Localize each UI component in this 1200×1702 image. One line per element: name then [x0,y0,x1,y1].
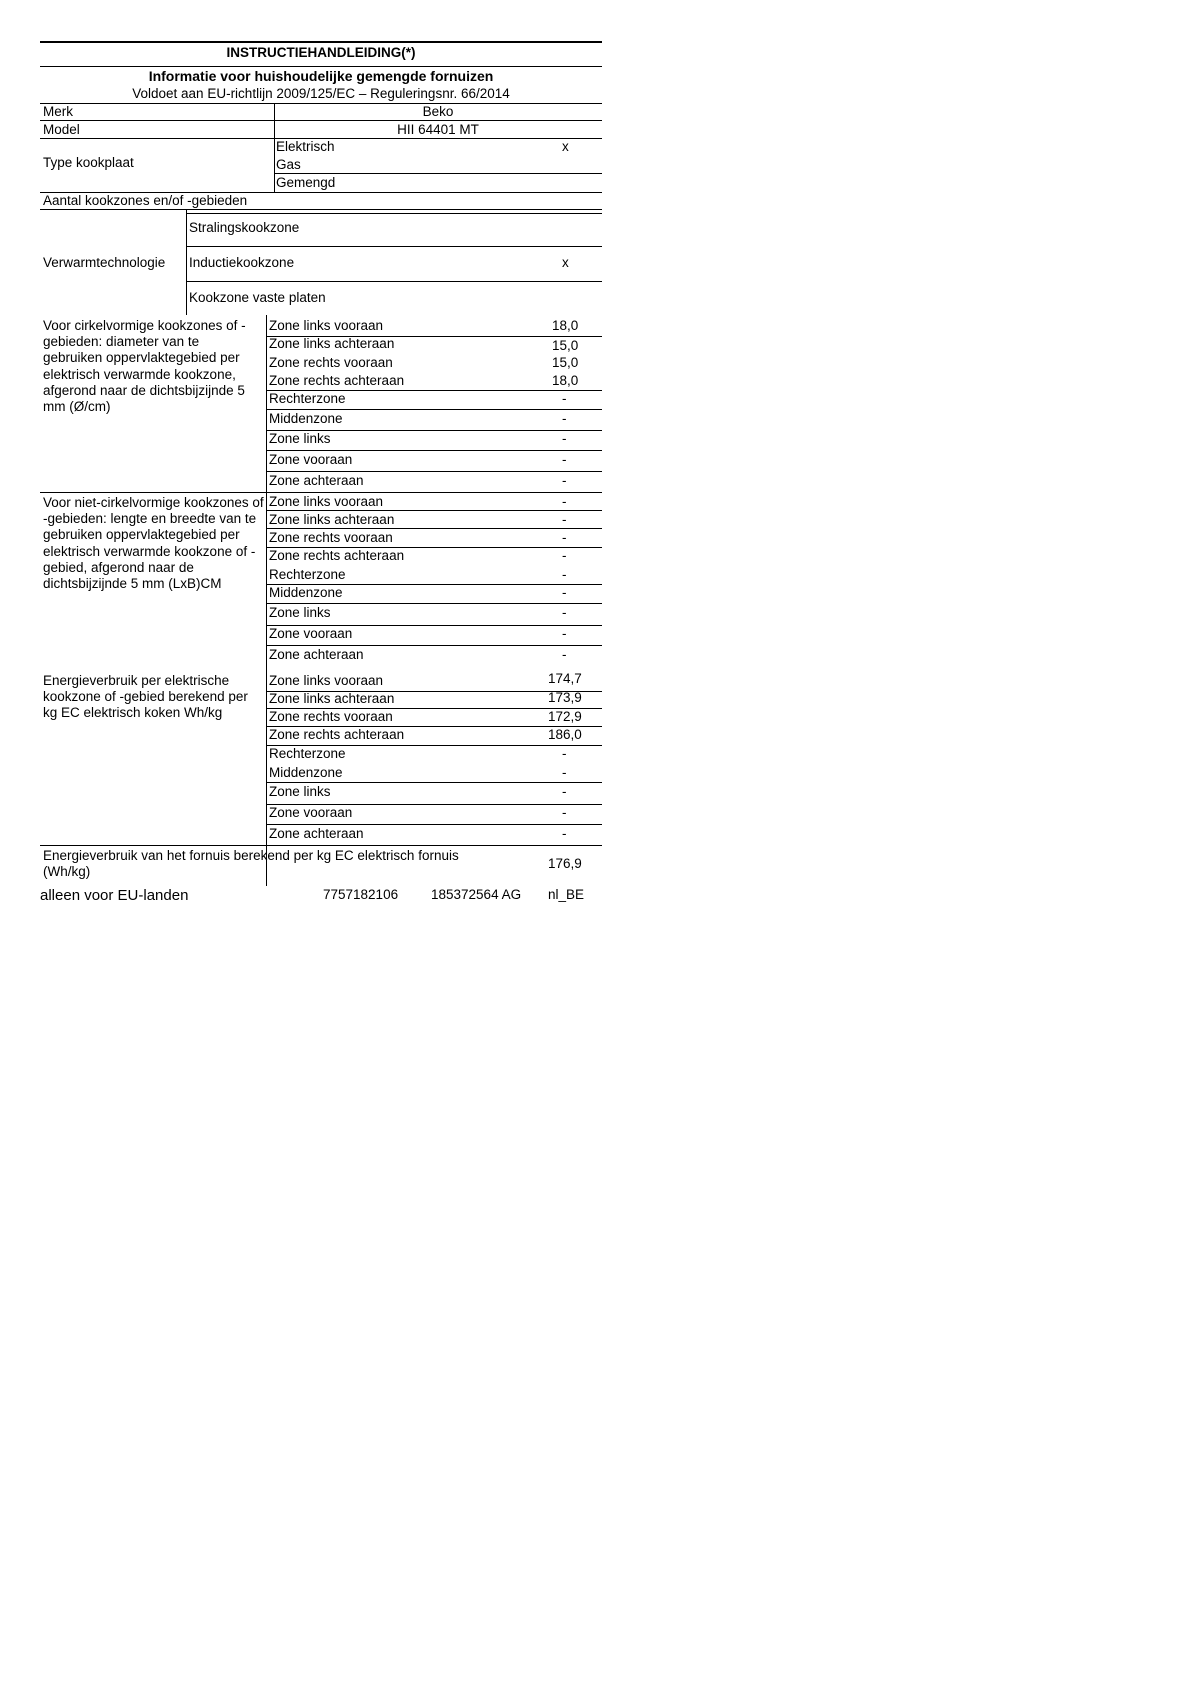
energy-zone-row: Zone rechts achteraan [269,727,405,742]
circular-zone-value: - [562,473,567,488]
noncircular-zone-value: - [562,494,567,509]
footer-locale: nl_BE [548,887,585,902]
footer-code-2: 185372564 AG [431,887,522,902]
noncircular-zone-value: - [562,548,567,563]
energy-zone-value: - [562,805,567,820]
circular-zone-value: 18,0 [552,318,579,333]
energy-zone-value: 174,7 [548,671,582,686]
circular-zone-value: - [562,411,567,426]
footer-note: alleen voor EU-landen [40,887,189,904]
regulation-line: Voldoet aan EU-richtlijn 2009/125/EC – Reguleringsnr. 66/2014 [132,86,510,101]
brand-value: Beko [422,104,454,119]
noncircular-zone-row: Zone links [269,605,331,620]
noncircular-zone-value: - [562,512,567,527]
energy-zone-section-label: Energieverbruik per elektrische kookzone of -gebied berekend per kg EC elektrisch koken Wh/kg [43,673,248,721]
circular-zone-value: 18,0 [552,373,579,388]
noncircular-zone-value: - [562,647,567,662]
energy-zone-row: Middenzone [269,765,343,780]
circular-zone-row: Zone achteraan [269,473,364,488]
energy-zone-value: 173,9 [548,690,582,705]
heating-mark-induction: x [562,255,569,270]
noncircular-zone-value: - [562,605,567,620]
zones-count-label: Aantal kookzones en/of -gebieden [43,193,248,208]
circular-zone-row: Rechterzone [269,391,346,406]
energy-zone-value: 172,9 [548,709,582,724]
energy-total-value: 176,9 [548,856,582,871]
noncircular-zone-row: Zone achteraan [269,647,364,662]
energy-zone-row: Zone links vooraan [269,673,384,688]
heating-option-solid-plate: Kookzone vaste platen [189,290,326,305]
circular-zone-row: Zone links [269,431,331,446]
energy-zone-row: Zone rechts vooraan [269,709,393,724]
brand-label: Merk [43,104,73,119]
energy-zone-value: - [562,826,567,841]
circular-zone-row: Zone links achteraan [269,336,395,351]
noncircular-zone-value: - [562,585,567,600]
energy-zone-row: Zone achteraan [269,826,364,841]
model-label: Model [43,122,80,137]
circular-zone-value: - [562,391,567,406]
energy-total-label: Energieverbruik van het fornuis berekend per kg EC elektrisch fornuis (Wh/kg) [43,848,459,879]
energy-zone-value: - [562,784,567,799]
circular-zone-value: - [562,431,567,446]
circular-zone-row: Zone vooraan [269,452,353,467]
hob-type-option-electric: Elektrisch [276,139,335,154]
energy-zone-value: 186,0 [548,727,582,742]
circular-zone-value: 15,0 [552,355,579,370]
hob-type-option-gas: Gas [276,157,301,172]
model-value: HII 64401 MT [397,122,479,137]
circular-zone-row: Zone rechts achteraan [269,373,405,388]
circular-zone-value: 15,0 [552,338,579,353]
noncircular-zone-row: Zone rechts vooraan [269,530,393,545]
circular-section-label: Voor cirkelvormige kookzones of -gebieden: diameter van te gebruiken oppervlaktegebied per elektrisch verwarmde kookzone, afgerond naar de dichtsbijzijnde 5 mm (Ø/cm) [43,318,246,414]
heating-label: Verwarmtechnologie [43,255,166,270]
energy-zone-row: Zone vooraan [269,805,353,820]
noncircular-zone-row: Middenzone [269,585,343,600]
hob-type-label: Type kookplaat [43,155,134,170]
noncircular-zone-value: - [562,626,567,641]
energy-zone-row: Zone links achteraan [269,691,395,706]
document-title: INSTRUCTIEHANDLEIDING(*) [226,45,416,60]
document-subtitle: Informatie voor huishoudelijke gemengde fornuizen [148,68,494,84]
hob-type-mark-electric: x [562,139,569,154]
circular-zone-value: - [562,452,567,467]
energy-zone-row: Zone links [269,784,331,799]
hob-type-option-mixed: Gemengd [276,175,336,190]
noncircular-zone-value: - [562,530,567,545]
heating-option-induction: Inductiekookzone [189,255,295,270]
circular-zone-row: Zone rechts vooraan [269,355,393,370]
noncircular-zone-row: Zone links vooraan [269,494,384,509]
footer-code-1: 7757182106 [323,887,399,902]
noncircular-zone-row: Zone vooraan [269,626,353,641]
energy-zone-value: - [562,765,567,780]
noncircular-zone-row: Rechterzone [269,567,346,582]
noncircular-zone-row: Zone links achteraan [269,512,395,527]
energy-zone-row: Rechterzone [269,746,346,761]
noncircular-section-label: Voor niet-cirkelvormige kookzones of -gebieden: lengte en breedte van te gebruiken oppervlaktegebied per elektrisch verwarmde kookzone of -gebied, afgerond naar de dichtsbijzijnde 5 mm (LxB)CM [43,495,264,591]
circular-zone-row: Middenzone [269,411,343,426]
noncircular-zone-row: Zone rechts achteraan [269,548,405,563]
energy-zone-value: - [562,746,567,761]
heating-option-radiant: Stralingskookzone [189,220,300,235]
noncircular-zone-value: - [562,567,567,582]
circular-zone-row: Zone links vooraan [269,318,384,333]
